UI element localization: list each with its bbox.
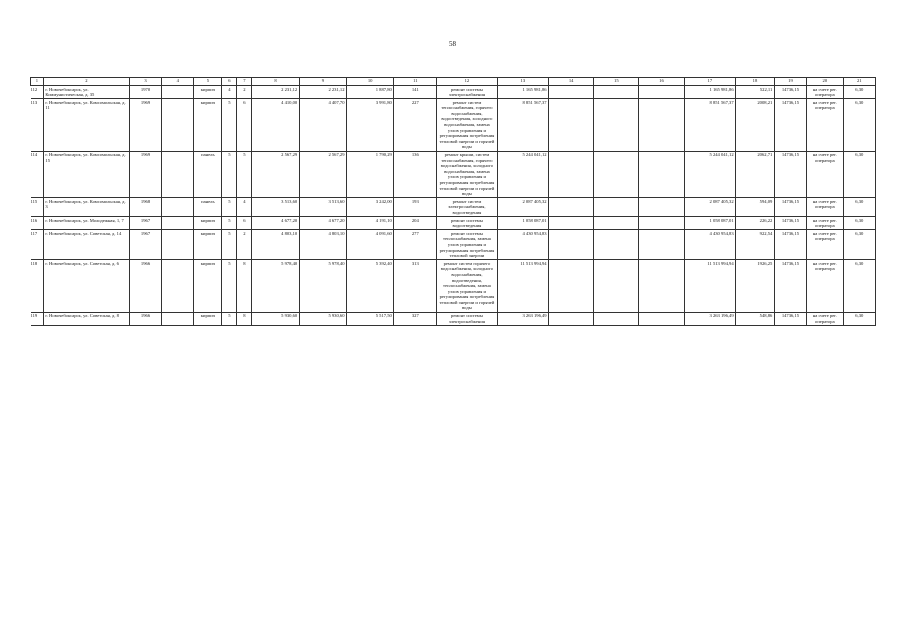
column-number-header: 16 — [639, 78, 684, 86]
unit-cost-cell: 1926,25 — [736, 260, 775, 312]
address-cell: г. Новочебоксарск, ул. Комсомольская, д. 11 — [43, 99, 129, 151]
column-number-header: 9 — [299, 78, 346, 86]
funding-source-cell: на счете рег. оператора — [807, 198, 844, 217]
cost-cell: 3 263 196,49 — [497, 312, 549, 325]
area-total-cell: 2 231,12 — [252, 86, 299, 99]
cost-cell: 4 430 954,83 — [497, 230, 549, 260]
entrances-cell: 8 — [237, 312, 252, 325]
deadline-cell: 6,30 — [843, 217, 875, 230]
year-cell: 1967 — [129, 230, 161, 260]
cost-cell: 5 244 041,12 — [497, 151, 549, 198]
area-a-cell: 2 231,12 — [299, 86, 346, 99]
limit-cost-cell: 14736,15 — [774, 217, 806, 230]
address-cell: г. Новочебоксарск, ул. Коммунистическая, д. 35 — [43, 86, 129, 99]
row-number: 116 — [31, 217, 44, 230]
material-cell: кирпич — [194, 230, 222, 260]
area-a-cell: 4 407,70 — [299, 99, 346, 151]
column-number-header: 7 — [237, 78, 252, 86]
blank-cell — [549, 151, 594, 198]
blank-cell — [162, 230, 194, 260]
deadline-cell: 6,30 — [843, 99, 875, 151]
cost-total-cell: 8 851 567,37 — [684, 99, 736, 151]
entrances-cell: 6 — [237, 217, 252, 230]
year-cell: 1966 — [129, 260, 161, 312]
deadline-cell: 6,30 — [843, 86, 875, 99]
funding-source-cell: на счете рег. оператора — [807, 151, 844, 198]
area-total-cell: 4 410,00 — [252, 99, 299, 151]
cost-cell: 8 851 567,37 — [497, 99, 549, 151]
blank-cell — [549, 86, 594, 99]
area-a-cell: 4 803,10 — [299, 230, 346, 260]
floors-cell: 5 — [222, 260, 237, 312]
row-number: 115 — [31, 198, 44, 217]
blank-cell — [639, 230, 684, 260]
work-description-cell: ремонт крыши, систем теплоснабжения, горячего водоснабжения, холодного водоснабжения, замена узлов управления и регулирования потребления тепловой энергии и горячей воды — [437, 151, 497, 198]
funding-source-cell: на счете рег. оператора — [807, 260, 844, 312]
blank-cell — [639, 99, 684, 151]
residents-cell: 193 — [394, 198, 437, 217]
blank-cell — [549, 99, 594, 151]
table-row — [31, 198, 876, 217]
material-cell: кирпич — [194, 312, 222, 325]
residents-cell: 227 — [394, 99, 437, 151]
unit-cost-cell: 522,11 — [736, 86, 775, 99]
year-cell: 1967 — [129, 217, 161, 230]
unit-cost-cell: 922,54 — [736, 230, 775, 260]
column-number-row — [31, 78, 876, 86]
floors-cell: 5 — [222, 99, 237, 151]
row-number: 112 — [31, 86, 44, 99]
blank-cell — [594, 86, 639, 99]
residents-cell: 313 — [394, 260, 437, 312]
entrances-cell: 8 — [237, 260, 252, 312]
column-number-header: 12 — [437, 78, 497, 86]
entrances-cell: 4 — [237, 198, 252, 217]
area-b-cell: 4 191,10 — [347, 217, 394, 230]
cost-cell: 1 058 087,01 — [497, 217, 549, 230]
column-number-header: 8 — [252, 78, 299, 86]
material-cell: панель — [194, 198, 222, 217]
unit-cost-cell: 226,22 — [736, 217, 775, 230]
area-total-cell: 5 978,40 — [252, 260, 299, 312]
blank-cell — [594, 151, 639, 198]
table-row — [31, 230, 876, 260]
table-row — [31, 86, 876, 99]
column-number-header: 19 — [774, 78, 806, 86]
column-number-header: 15 — [594, 78, 639, 86]
work-description-cell: ремонт системы электроснабжения — [437, 312, 497, 325]
residents-cell: 136 — [394, 151, 437, 198]
blank-cell — [162, 86, 194, 99]
row-number: 119 — [31, 312, 44, 325]
blank-cell — [594, 217, 639, 230]
limit-cost-cell: 14736,15 — [774, 99, 806, 151]
funding-source-cell: на счете рег. оператора — [807, 230, 844, 260]
blank-cell — [549, 230, 594, 260]
area-b-cell: 5 517,50 — [347, 312, 394, 325]
blank-cell — [594, 312, 639, 325]
unit-cost-cell: 2008,21 — [736, 99, 775, 151]
entrances-cell: 2 — [237, 230, 252, 260]
column-number-header: 1 — [31, 78, 44, 86]
floors-cell: 5 — [222, 230, 237, 260]
row-number: 114 — [31, 151, 44, 198]
area-a-cell: 4 677,20 — [299, 217, 346, 230]
cost-total-cell: 1 165 981,86 — [684, 86, 736, 99]
funding-source-cell: на счете рег. оператора — [807, 86, 844, 99]
blank-cell — [594, 260, 639, 312]
floors-cell: 5 — [222, 198, 237, 217]
floors-cell: 5 — [222, 312, 237, 325]
deadline-cell: 6,30 — [843, 151, 875, 198]
address-cell: г. Новочебоксарск, ул. Комсомольская, д. 15 — [43, 151, 129, 198]
unit-cost-cell: 594,09 — [736, 198, 775, 217]
cost-total-cell: 4 430 954,83 — [684, 230, 736, 260]
blank-cell — [639, 151, 684, 198]
residents-cell: 277 — [394, 230, 437, 260]
cost-cell: 1 165 981,86 — [497, 86, 549, 99]
material-cell: кирпич — [194, 86, 222, 99]
funding-source-cell: на счете рег. оператора — [807, 99, 844, 151]
unit-cost-cell: 2062,71 — [736, 151, 775, 198]
column-number-header: 6 — [222, 78, 237, 86]
column-number-header: 2 — [43, 78, 129, 86]
page-number: 58 — [449, 40, 456, 48]
cost-cell: 2 087 405,32 — [497, 198, 549, 217]
unit-cost-cell: 548,86 — [736, 312, 775, 325]
limit-cost-cell: 14736,15 — [774, 312, 806, 325]
work-description-cell: ремонт системы теплоснабжения, замена узлов управления и регулирования потребления тепловой энергии — [437, 230, 497, 260]
area-b-cell: 3 242,00 — [347, 198, 394, 217]
blank-cell — [162, 99, 194, 151]
cost-cell: 11 513 994,94 — [497, 260, 549, 312]
funding-source-cell: на счете рег. оператора — [807, 217, 844, 230]
blank-cell — [549, 312, 594, 325]
material-cell: кирпич — [194, 217, 222, 230]
year-cell: 1968 — [129, 198, 161, 217]
area-b-cell: 3 991,80 — [347, 99, 394, 151]
blank-cell — [594, 230, 639, 260]
area-total-cell: 2 567,29 — [252, 151, 299, 198]
column-number-header: 20 — [807, 78, 844, 86]
year-cell: 1970 — [129, 86, 161, 99]
column-number-header: 14 — [549, 78, 594, 86]
column-number-header: 5 — [194, 78, 222, 86]
year-cell: 1966 — [129, 312, 161, 325]
row-number: 117 — [31, 230, 44, 260]
area-a-cell: 3 513,60 — [299, 198, 346, 217]
area-a-cell: 2 567,29 — [299, 151, 346, 198]
column-number-header: 3 — [129, 78, 161, 86]
table-row — [31, 217, 876, 230]
work-description-cell: ремонт систем электроснабжения, водоотведения — [437, 198, 497, 217]
deadline-cell: 6,30 — [843, 198, 875, 217]
blank-cell — [549, 217, 594, 230]
work-description-cell: ремонт системы водоотведения — [437, 217, 497, 230]
cost-total-cell: 1 058 087,01 — [684, 217, 736, 230]
limit-cost-cell: 14736,15 — [774, 86, 806, 99]
blank-cell — [639, 260, 684, 312]
material-cell: кирпич — [194, 260, 222, 312]
limit-cost-cell: 14736,15 — [774, 151, 806, 198]
deadline-cell: 6,30 — [843, 260, 875, 312]
column-number-header: 13 — [497, 78, 549, 86]
blank-cell — [639, 86, 684, 99]
table-row — [31, 312, 876, 325]
row-number: 118 — [31, 260, 44, 312]
cost-total-cell: 3 263 196,49 — [684, 312, 736, 325]
area-b-cell: 1 790,29 — [347, 151, 394, 198]
capital-repair-table — [30, 77, 876, 326]
floors-cell: 5 — [222, 217, 237, 230]
blank-cell — [639, 198, 684, 217]
work-description-cell: ремонт систем горячего водоснабжения, холодного водоснабжения, водоотведения, теплоснабжения, замена узлов управления и регулирования потребления тепловой энергии и горячей воды — [437, 260, 497, 312]
floors-cell: 4 — [222, 86, 237, 99]
column-number-header: 18 — [736, 78, 775, 86]
area-a-cell: 5 978,40 — [299, 260, 346, 312]
column-number-header: 10 — [347, 78, 394, 86]
column-number-header: 21 — [843, 78, 875, 86]
blank-cell — [594, 198, 639, 217]
floors-cell: 5 — [222, 151, 237, 198]
area-b-cell: 1 887,80 — [347, 86, 394, 99]
cost-total-cell: 11 513 994,94 — [684, 260, 736, 312]
material-cell: панель — [194, 151, 222, 198]
address-cell: г. Новочебоксарск, ул. Советская, д. 6 — [43, 260, 129, 312]
column-number-header: 17 — [684, 78, 736, 86]
cost-total-cell: 2 087 405,32 — [684, 198, 736, 217]
blank-cell — [639, 312, 684, 325]
table-body — [31, 86, 876, 326]
residents-cell: 204 — [394, 217, 437, 230]
column-number-header: 4 — [162, 78, 194, 86]
address-cell: г. Новочебоксарск, ул. Комсомольская, д. 3 — [43, 198, 129, 217]
year-cell: 1969 — [129, 99, 161, 151]
table-row — [31, 151, 876, 198]
table-row — [31, 99, 876, 151]
residents-cell: 327 — [394, 312, 437, 325]
blank-cell — [162, 151, 194, 198]
deadline-cell: 6,30 — [843, 230, 875, 260]
area-total-cell: 4 803,10 — [252, 230, 299, 260]
entrances-cell: 6 — [237, 99, 252, 151]
address-cell: г. Новочебоксарск, ул. Молодежная, 1, 7 — [43, 217, 129, 230]
blank-cell — [549, 260, 594, 312]
funding-source-cell: на счете рег. оператора — [807, 312, 844, 325]
year-cell: 1969 — [129, 151, 161, 198]
blank-cell — [549, 198, 594, 217]
area-b-cell: 4 091,60 — [347, 230, 394, 260]
blank-cell — [594, 99, 639, 151]
address-cell: г. Новочебоксарск, ул. Советская, д. 14 — [43, 230, 129, 260]
area-total-cell: 5 930,60 — [252, 312, 299, 325]
work-description-cell: ремонт системы электроснабжения — [437, 86, 497, 99]
residents-cell: 141 — [394, 86, 437, 99]
area-total-cell: 3 513,60 — [252, 198, 299, 217]
material-cell: кирпич — [194, 99, 222, 151]
blank-cell — [162, 260, 194, 312]
blank-cell — [162, 217, 194, 230]
area-total-cell: 4 677,20 — [252, 217, 299, 230]
entrances-cell: 2 — [237, 86, 252, 99]
work-description-cell: ремонт систем теплоснабжения, горячего водоснабжения, водоотведения, холодного водоснабжения, замена узлов управления и регулирования потребления тепловой энергии и горячей воды — [437, 99, 497, 151]
table-row — [31, 260, 876, 312]
address-cell: г. Новочебоксарск, ул. Советская, д. 8 — [43, 312, 129, 325]
row-number: 113 — [31, 99, 44, 151]
blank-cell — [639, 217, 684, 230]
limit-cost-cell: 14736,15 — [774, 198, 806, 217]
column-number-header: 11 — [394, 78, 437, 86]
blank-cell — [162, 312, 194, 325]
blank-cell — [162, 198, 194, 217]
area-b-cell: 5 392,40 — [347, 260, 394, 312]
deadline-cell: 6,30 — [843, 312, 875, 325]
area-a-cell: 5 930,60 — [299, 312, 346, 325]
entrances-cell: 5 — [237, 151, 252, 198]
cost-total-cell: 5 244 041,12 — [684, 151, 736, 198]
limit-cost-cell: 14736,15 — [774, 230, 806, 260]
limit-cost-cell: 14736,15 — [774, 260, 806, 312]
